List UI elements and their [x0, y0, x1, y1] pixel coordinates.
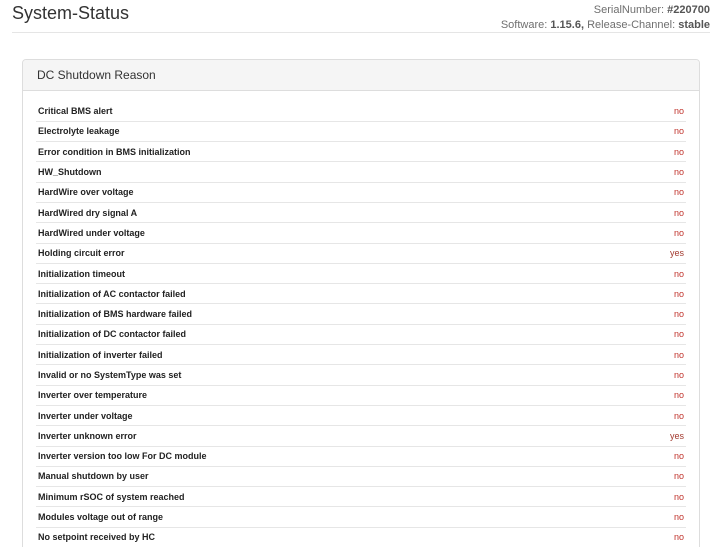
- table-row: [36, 405, 686, 425]
- serial-number-label: SerialNumber:: [593, 4, 665, 16]
- reason-status: no: [625, 466, 686, 486]
- reason-label: Invalid or no SystemType was set: [36, 365, 625, 385]
- reason-label: Initialization of inverter failed: [36, 345, 625, 365]
- reason-label: Inverter unknown error: [36, 426, 625, 446]
- reason-label: Inverter under voltage: [36, 405, 625, 425]
- table-row: [36, 466, 686, 486]
- reason-label: Inverter over temperature: [36, 385, 625, 405]
- page-header: [12, 0, 710, 33]
- table-row: [36, 202, 686, 222]
- reason-status: no: [625, 142, 686, 162]
- reason-label: Initialization of BMS hardware failed: [36, 304, 625, 324]
- software-line: [501, 18, 710, 33]
- reason-status: no: [625, 304, 686, 324]
- release-channel-value: stable: [678, 19, 710, 31]
- table-row: [36, 142, 686, 162]
- reason-status: no: [625, 527, 686, 547]
- reason-label: Error condition in BMS initialization: [36, 142, 625, 162]
- reason-status: no: [625, 385, 686, 405]
- table-row: [36, 162, 686, 182]
- reason-label: HardWired dry signal A: [36, 202, 625, 222]
- table-row: [36, 507, 686, 527]
- reason-status: no: [625, 507, 686, 527]
- reason-status: no: [625, 405, 686, 425]
- reason-status: no: [625, 324, 686, 344]
- reason-label: Minimum rSOC of system reached: [36, 487, 625, 507]
- table-row: [36, 121, 686, 141]
- table-row: [36, 385, 686, 405]
- table-row: [36, 345, 686, 365]
- reason-status: no: [625, 223, 686, 243]
- reason-label: No setpoint received by HC: [36, 527, 625, 547]
- table-row: [36, 223, 686, 243]
- reason-status: yes: [625, 243, 686, 263]
- reason-label: Manual shutdown by user: [36, 466, 625, 486]
- table-row: [36, 426, 686, 446]
- serial-number-line: [501, 3, 710, 18]
- reason-status: no: [625, 487, 686, 507]
- reason-status: no: [625, 345, 686, 365]
- panel-title: DC Shutdown Reason: [23, 60, 699, 91]
- reason-status: no: [625, 162, 686, 182]
- table-row: [36, 284, 686, 304]
- table-row: [36, 487, 686, 507]
- table-row: [36, 446, 686, 466]
- page-title: System-Status: [12, 3, 130, 23]
- table-row: [36, 365, 686, 385]
- table-row: [36, 324, 686, 344]
- reason-label: Electrolyte leakage: [36, 121, 625, 141]
- reason-label: Modules voltage out of range: [36, 507, 625, 527]
- reason-label: HW_Shutdown: [36, 162, 625, 182]
- shutdown-reason-table: [36, 101, 686, 547]
- reason-label: Initialization of AC contactor failed: [36, 284, 625, 304]
- table-row: [36, 304, 686, 324]
- reason-label: HardWired under voltage: [36, 223, 625, 243]
- reason-status: no: [625, 446, 686, 466]
- table-row: [36, 243, 686, 263]
- reason-status: no: [625, 284, 686, 304]
- reason-status: no: [625, 121, 686, 141]
- software-label: Software:: [500, 19, 548, 31]
- reason-status: no: [625, 202, 686, 222]
- reason-label: Initialization of DC contactor failed: [36, 324, 625, 344]
- release-channel-label: Release-Channel:: [587, 19, 676, 31]
- reason-label: Critical BMS alert: [36, 101, 625, 121]
- reason-label: HardWire over voltage: [36, 182, 625, 202]
- dc-shutdown-panel: [22, 59, 700, 547]
- table-row: [36, 182, 686, 202]
- table-row: [36, 101, 686, 121]
- reason-label: Inverter version too low For DC module: [36, 446, 625, 466]
- reason-status: yes: [625, 426, 686, 446]
- reason-status: no: [625, 182, 686, 202]
- software-version: 1.15.6,: [550, 19, 585, 31]
- reason-label: Holding circuit error: [36, 243, 625, 263]
- serial-number-value: #220700: [667, 4, 710, 16]
- table-row: [36, 263, 686, 283]
- reason-status: no: [625, 101, 686, 121]
- table-body: [36, 101, 686, 547]
- reason-label: Initialization timeout: [36, 263, 625, 283]
- reason-status: no: [625, 365, 686, 385]
- reason-status: no: [625, 263, 686, 283]
- system-meta: [501, 3, 710, 33]
- table-container: [23, 91, 699, 547]
- table-row: [36, 527, 686, 547]
